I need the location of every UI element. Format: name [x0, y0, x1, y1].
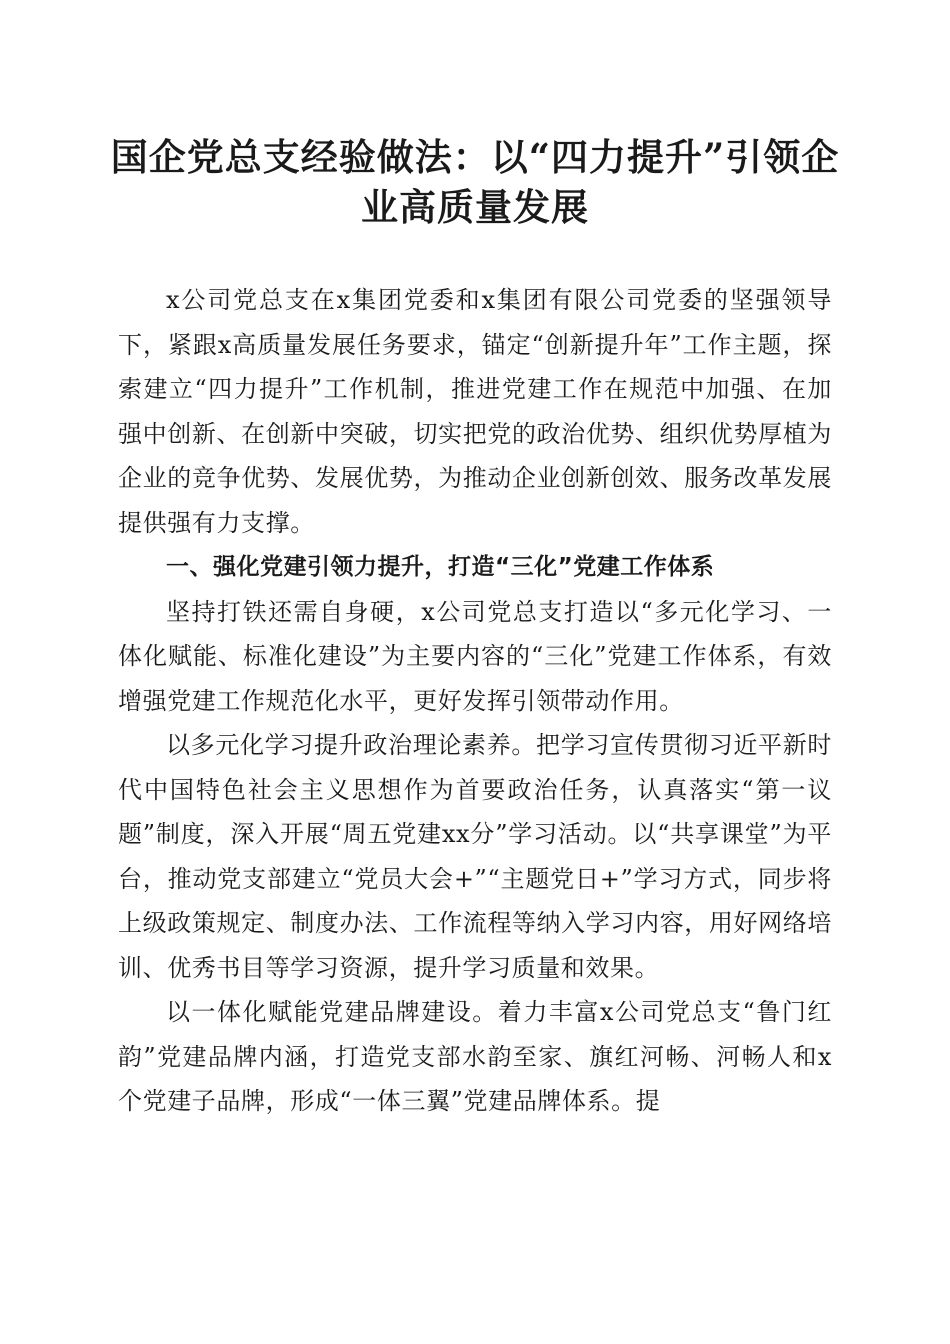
title-line-1: 国企党总支经验做法：以“四力提升”引领企 [110, 135, 840, 179]
document-title [100, 132, 850, 232]
title-line-2: 业高质量发展 [361, 185, 589, 229]
intro-paragraph: x公司党总支在x集团党委和x集团有限公司党委的坚强领导下，紧跟x高质量发展任务要求，锚定“创新提升年”工作主题，探索建立“四力提升”工作机制，推进党建工作在规范中加强、在加强中创新、在创新中突破，切实把党的政治优势、组织优势厚植为企业的竞争优势、发展优势，为推动企业创新创效、服务改革发展提供强有力支撑。 [118, 286, 832, 537]
section-1-paragraph-2: 以多元化学习提升政治理论素养。把学习宣传贯彻习近平新时代中国特色社会主义思想作为首要政治任务，认真落实“第一议题”制度，深入开展“周五党建xx分”学习活动。以“共享课堂”为平台，推动党支部建立“党员大会+”“主题党日+”学习方式，同步将上级政策规定、制度办法、工作流程等纳入学习内容，用好网络培训、优秀书目等学习资源，提升学习质量和效果。 [118, 731, 832, 982]
document-body [118, 278, 832, 1124]
section-1-paragraph-1: 坚持打铁还需自身硬，x公司党总支打造以“多元化学习、一体化赋能、标准化建设”为主要内容的“三化”党建工作体系，有效增强党建工作规范化水平，更好发挥引领带动作用。 [118, 597, 832, 715]
section-1-paragraph-3: 以一体化赋能党建品牌建设。着力丰富x公司党总支“鲁门红韵”党建品牌内涵，打造党支部水韵至家、旗红河畅、河畅人和x个党建子品牌，形成“一体三翼”党建品牌体系。提 [118, 998, 832, 1115]
section-heading-1: 一、强化党建引领力提升，打造“三化”党建工作体系 [166, 554, 715, 580]
